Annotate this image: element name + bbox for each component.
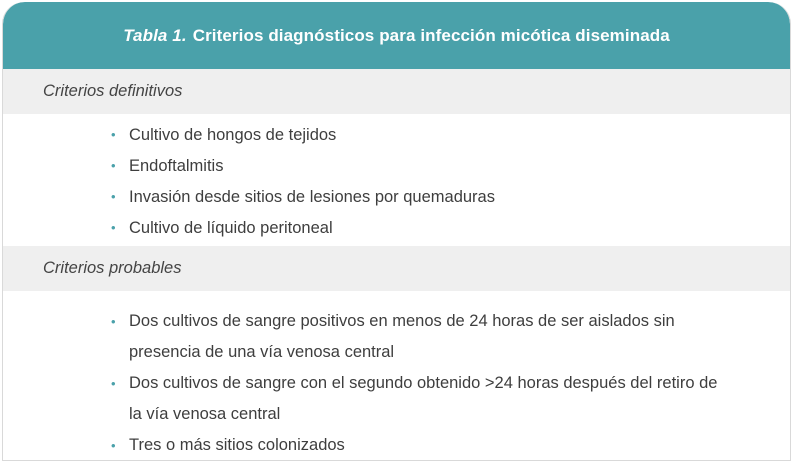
section-heading-probables: Criterios probables <box>3 246 790 291</box>
list-item-text: Invasión desde sitios de lesiones por quemaduras <box>129 188 495 206</box>
table-label: Tabla 1. <box>123 25 187 45</box>
section-body-probables <box>3 291 790 461</box>
table-header <box>3 2 790 69</box>
bullet-icon: • <box>111 127 116 142</box>
list-item-text: Endoftalmitis <box>129 157 224 175</box>
list-item-text: Cultivo de líquido peritoneal <box>129 219 333 237</box>
section-heading-definitivos: Criterios definitivos <box>3 69 790 114</box>
section-body-definitivos <box>3 114 790 246</box>
bullet-icon: • <box>111 220 116 235</box>
bullet-icon: • <box>111 158 116 173</box>
list-item-text: Cultivo de hongos de tejidos <box>129 126 337 144</box>
diagnostic-criteria-table <box>2 2 791 461</box>
list-item <box>3 430 790 461</box>
probable-criteria-list <box>3 291 790 461</box>
list-item-text: Dos cultivos de sangre con el segundo obtenido >24 horas después del retiro de la vía venosa central <box>129 374 718 423</box>
bullet-icon: • <box>111 376 116 391</box>
list-item <box>3 368 790 430</box>
list-item-text: Dos cultivos de sangre positivos en menos de 24 horas de ser aislados sin presencia de una vía venosa central <box>129 312 675 361</box>
bullet-icon: • <box>111 438 116 453</box>
list-item <box>3 155 790 186</box>
list-item <box>3 217 790 248</box>
table-title: Criterios diagnósticos para infección micótica diseminada <box>192 25 670 45</box>
list-item <box>3 124 790 155</box>
definitive-criteria-list <box>3 114 790 248</box>
list-item <box>3 306 790 368</box>
bullet-icon: • <box>111 314 116 329</box>
bullet-icon: • <box>111 189 116 204</box>
list-item-text: Tres o más sitios colonizados <box>129 436 345 454</box>
list-item <box>3 186 790 217</box>
